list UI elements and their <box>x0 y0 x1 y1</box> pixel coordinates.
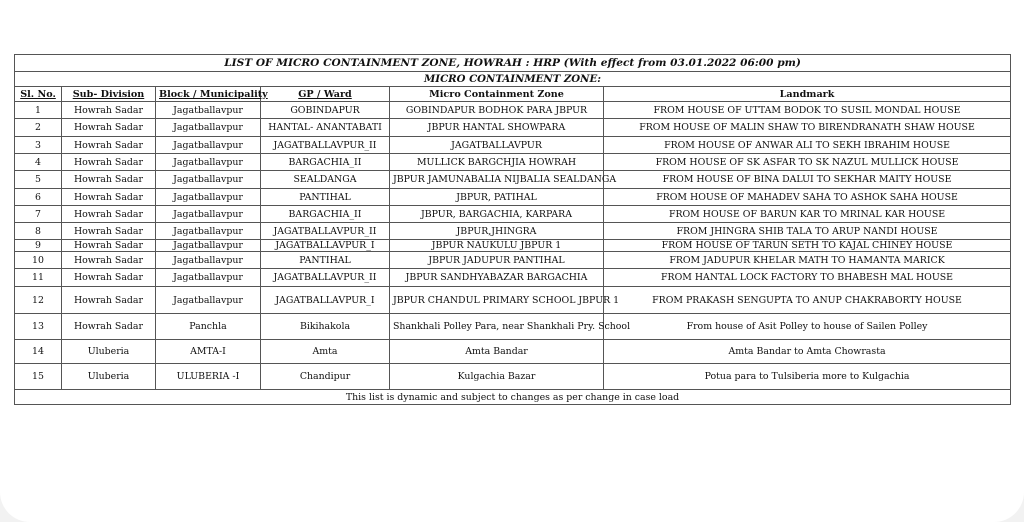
cell-zone: JBPUR, PATIHAL <box>390 189 604 206</box>
cell-zone: JBPUR CHANDUL PRIMARY SCHOOL JBPUR 1 <box>390 287 604 314</box>
cell-zone: JBPUR NAUKULU JBPUR 1 <box>390 240 604 252</box>
col-header-sl-no: Sl. No. <box>15 87 62 102</box>
cell-block: AMTA-I <box>156 340 261 364</box>
table-row <box>15 171 1011 189</box>
col-header-landmark: Landmark <box>604 87 1011 102</box>
cell-gp-ward: HANTAL- ANANTABATI <box>261 119 390 137</box>
cell-zone: JBPUR SANDHYABAZAR BARGACHIA <box>390 269 604 287</box>
col-header-block: Block / Municipality <box>156 87 261 102</box>
cell-zone: Shankhali Polley Para, near Shankhali Pry. School <box>390 314 604 340</box>
document-subtitle: MICRO CONTAINMENT ZONE: <box>15 72 1011 87</box>
cell-landmark: FROM HOUSE OF UTTAM BODOK TO SUSIL MONDAL HOUSE <box>604 102 1011 119</box>
table-row <box>15 364 1011 390</box>
table-row <box>15 189 1011 206</box>
cell-sl-no: 1 <box>15 102 62 119</box>
cell-landmark: FROM PRAKASH SENGUPTA TO ANUP CHAKRABORTY HOUSE <box>604 287 1011 314</box>
cell-block: Jagatballavpur <box>156 240 261 252</box>
table-body <box>15 102 1011 390</box>
cell-sl-no: 14 <box>15 340 62 364</box>
cell-gp-ward: JAGATBALLAVPUR_II <box>261 137 390 154</box>
cell-gp-ward: JAGATBALLAVPUR_II <box>261 223 390 240</box>
cell-sub-division: Howrah Sadar <box>62 189 156 206</box>
cell-sl-no: 2 <box>15 119 62 137</box>
cell-sub-division: Howrah Sadar <box>62 287 156 314</box>
cell-block: Jagatballavpur <box>156 119 261 137</box>
cell-block: Jagatballavpur <box>156 154 261 171</box>
col-header-gp-ward: GP / Ward <box>261 87 390 102</box>
table-row <box>15 269 1011 287</box>
cell-zone: Amta Bandar <box>390 340 604 364</box>
cell-zone: JBPUR JADUPUR PANTIHAL <box>390 252 604 269</box>
cell-block: Jagatballavpur <box>156 206 261 223</box>
containment-zone-table <box>14 54 1011 405</box>
cell-sub-division: Howrah Sadar <box>62 154 156 171</box>
table-row <box>15 119 1011 137</box>
cell-sub-division: Howrah Sadar <box>62 171 156 189</box>
cell-sub-division: Howrah Sadar <box>62 137 156 154</box>
header-row <box>15 87 1011 102</box>
col-header-zone: Micro Containment Zone <box>390 87 604 102</box>
cell-sub-division: Howrah Sadar <box>62 314 156 340</box>
cell-gp-ward: Amta <box>261 340 390 364</box>
table-row <box>15 102 1011 119</box>
cell-sub-division: Howrah Sadar <box>62 119 156 137</box>
cell-landmark: FROM HOUSE OF BINA DALUI TO SEKHAR MAITY HOUSE <box>604 171 1011 189</box>
document-title: LIST OF MICRO CONTAINMENT ZONE, HOWRAH : HRP (With effect from 03.01.2022 06:00 pm) <box>15 55 1011 72</box>
cell-landmark: FROM JHINGRA SHIB TALA TO ARUP NANDI HOUSE <box>604 223 1011 240</box>
cell-sl-no: 8 <box>15 223 62 240</box>
cell-landmark: FROM HOUSE OF ANWAR ALI TO SEKH IBRAHIM HOUSE <box>604 137 1011 154</box>
cell-gp-ward: Chandipur <box>261 364 390 390</box>
table-row <box>15 340 1011 364</box>
cell-landmark: FROM HOUSE OF BARUN KAR TO MRINAL KAR HOUSE <box>604 206 1011 223</box>
cell-block: Jagatballavpur <box>156 102 261 119</box>
cell-sl-no: 5 <box>15 171 62 189</box>
cell-landmark: Amta Bandar to Amta Chowrasta <box>604 340 1011 364</box>
table-row <box>15 287 1011 314</box>
cell-sl-no: 4 <box>15 154 62 171</box>
cell-sub-division: Howrah Sadar <box>62 206 156 223</box>
cell-sub-division: Uluberia <box>62 340 156 364</box>
cell-landmark: Potua para to Tulsiberia more to Kulgachia <box>604 364 1011 390</box>
cell-sl-no: 12 <box>15 287 62 314</box>
footnote: This list is dynamic and subject to changes as per change in case load <box>15 390 1011 405</box>
cell-block: Panchla <box>156 314 261 340</box>
table-row <box>15 223 1011 240</box>
table-row <box>15 206 1011 223</box>
cell-sl-no: 11 <box>15 269 62 287</box>
cell-gp-ward: BARGACHIA_II <box>261 154 390 171</box>
cell-landmark: FROM HOUSE OF MAHADEV SAHA TO ASHOK SAHA HOUSE <box>604 189 1011 206</box>
cell-sl-no: 15 <box>15 364 62 390</box>
table-row <box>15 154 1011 171</box>
cell-gp-ward: GOBINDAPUR <box>261 102 390 119</box>
cell-sl-no: 13 <box>15 314 62 340</box>
cell-block: Jagatballavpur <box>156 287 261 314</box>
table-row <box>15 137 1011 154</box>
cell-sub-division: Uluberia <box>62 364 156 390</box>
cell-gp-ward: BARGACHIA_II <box>261 206 390 223</box>
cell-gp-ward: JAGATBALLAVPUR_I <box>261 287 390 314</box>
cell-landmark: FROM HOUSE OF SK ASFAR TO SK NAZUL MULLICK HOUSE <box>604 154 1011 171</box>
cell-block: ULUBERIA -I <box>156 364 261 390</box>
cell-block: Jagatballavpur <box>156 269 261 287</box>
cell-zone: JBPUR, BARGACHIA, KARPARA <box>390 206 604 223</box>
cell-block: Jagatballavpur <box>156 252 261 269</box>
cell-gp-ward: JAGATBALLAVPUR_I <box>261 240 390 252</box>
cell-zone: JAGATBALLAVPUR <box>390 137 604 154</box>
cell-landmark: FROM HANTAL LOCK FACTORY TO BHABESH MAL HOUSE <box>604 269 1011 287</box>
cell-sl-no: 9 <box>15 240 62 252</box>
cell-sub-division: Howrah Sadar <box>62 252 156 269</box>
cell-sub-division: Howrah Sadar <box>62 102 156 119</box>
cell-block: Jagatballavpur <box>156 171 261 189</box>
table-row <box>15 314 1011 340</box>
cell-gp-ward: PANTIHAL <box>261 189 390 206</box>
cell-landmark: FROM JADUPUR KHELAR MATH TO HAMANTA MARICK <box>604 252 1011 269</box>
cell-landmark: FROM HOUSE OF TARUN SETH TO KAJAL CHINEY HOUSE <box>604 240 1011 252</box>
subtitle-row <box>15 72 1011 87</box>
cell-sl-no: 3 <box>15 137 62 154</box>
cell-zone: JBPUR,JHINGRA <box>390 223 604 240</box>
cell-landmark: From house of Asit Polley to house of Sailen Polley <box>604 314 1011 340</box>
col-header-sub-division: Sub- Division <box>62 87 156 102</box>
cell-gp-ward: Bikihakola <box>261 314 390 340</box>
cell-zone: GOBINDAPUR BODHOK PARA JBPUR <box>390 102 604 119</box>
cell-zone: JBPUR HANTAL SHOWPARA <box>390 119 604 137</box>
cell-sub-division: Howrah Sadar <box>62 269 156 287</box>
footnote-row <box>15 390 1011 405</box>
cell-sub-division: Howrah Sadar <box>62 240 156 252</box>
cell-gp-ward: SEALDANGA <box>261 171 390 189</box>
cell-sub-division: Howrah Sadar <box>62 223 156 240</box>
cell-sl-no: 6 <box>15 189 62 206</box>
cell-block: Jagatballavpur <box>156 189 261 206</box>
table-row <box>15 252 1011 269</box>
title-row <box>15 55 1011 72</box>
table-row <box>15 240 1011 252</box>
cell-sl-no: 10 <box>15 252 62 269</box>
cell-block: Jagatballavpur <box>156 223 261 240</box>
cell-zone: JBPUR JAMUNABALIA NIJBALIA SEALDANGA <box>390 171 604 189</box>
cell-zone: Kulgachia Bazar <box>390 364 604 390</box>
cell-block: Jagatballavpur <box>156 137 261 154</box>
cell-landmark: FROM HOUSE OF MALIN SHAW TO BIRENDRANATH SHAW HOUSE <box>604 119 1011 137</box>
cell-gp-ward: PANTIHAL <box>261 252 390 269</box>
cell-gp-ward: JAGATBALLAVPUR_II <box>261 269 390 287</box>
cell-sl-no: 7 <box>15 206 62 223</box>
cell-zone: MULLICK BARGCHJIA HOWRAH <box>390 154 604 171</box>
